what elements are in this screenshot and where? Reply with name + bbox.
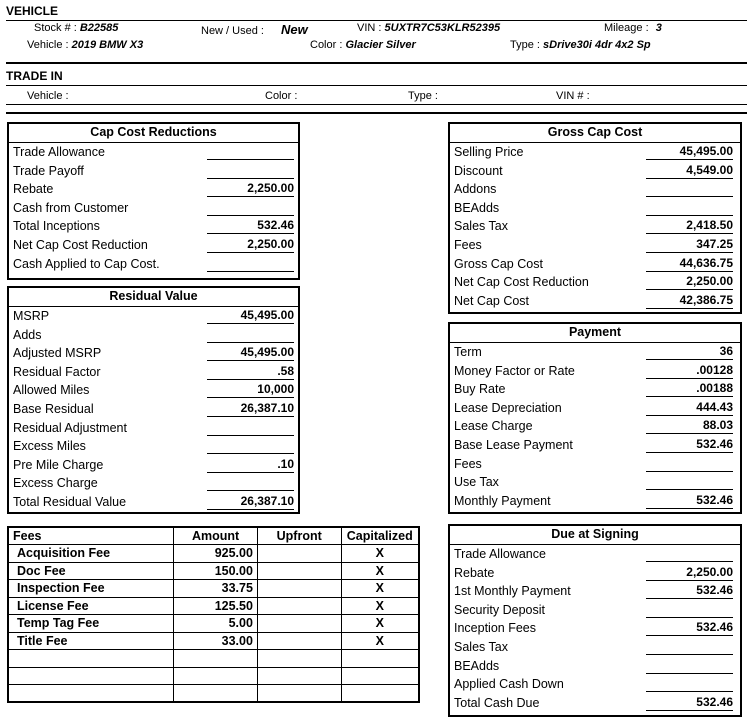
payment-title: Payment bbox=[450, 324, 740, 343]
vehicle-heading: VEHICLE bbox=[6, 4, 59, 18]
gross-cap-cost-title: Gross Cap Cost bbox=[450, 124, 740, 143]
row-value bbox=[646, 602, 733, 618]
table-row bbox=[8, 650, 419, 668]
row-value: .58 bbox=[207, 364, 294, 380]
summary-row bbox=[9, 419, 298, 438]
summary-row bbox=[450, 236, 740, 255]
row-label: Term bbox=[454, 345, 482, 359]
payment-box bbox=[448, 322, 742, 514]
type-label: Type : bbox=[510, 39, 540, 51]
fee-amount-cell: 33.75 bbox=[174, 580, 258, 598]
vehicle-field bbox=[27, 39, 143, 51]
fee-upfront-cell bbox=[257, 615, 341, 633]
summary-row bbox=[450, 255, 740, 274]
row-value bbox=[207, 327, 294, 343]
summary-row bbox=[450, 180, 740, 199]
summary-row bbox=[450, 601, 740, 620]
row-label: Net Cap Cost Reduction bbox=[13, 237, 148, 252]
table-row bbox=[8, 580, 419, 598]
fee-upfront-cell bbox=[257, 580, 341, 598]
row-value bbox=[646, 658, 733, 674]
row-label: Cash from Customer bbox=[13, 200, 129, 215]
row-label: BEAdds bbox=[454, 200, 500, 215]
summary-row bbox=[9, 217, 298, 236]
summary-row bbox=[450, 217, 740, 236]
row-label: Lease Depreciation bbox=[454, 400, 562, 415]
row-value bbox=[207, 144, 294, 160]
row-value: .00188 bbox=[646, 381, 733, 397]
fee-capitalized-cell: X bbox=[341, 580, 419, 598]
new-used-label: New / Used : bbox=[201, 25, 264, 37]
row-value: 2,250.00 bbox=[646, 274, 733, 290]
summary-row bbox=[450, 162, 740, 181]
row-value: 26,387.10 bbox=[207, 494, 294, 510]
row-label: Total Cash Due bbox=[454, 695, 540, 710]
vehicle-label: Vehicle : bbox=[27, 39, 69, 51]
summary-row bbox=[450, 417, 740, 436]
vehicle-heading-rule bbox=[6, 20, 747, 21]
row-value: 532.46 bbox=[646, 437, 733, 453]
fee-name-cell: Temp Tag Fee bbox=[8, 615, 174, 633]
fee-name-cell bbox=[8, 667, 174, 685]
fee-amount-cell: 925.00 bbox=[174, 545, 258, 563]
vehicle-section-divider bbox=[6, 62, 747, 64]
row-value: 2,418.50 bbox=[646, 218, 733, 234]
row-label: Trade Allowance bbox=[454, 547, 546, 561]
trade-vehicle-label: Vehicle : bbox=[27, 90, 69, 102]
row-label: Selling Price bbox=[454, 145, 524, 159]
row-value: 42,386.75 bbox=[646, 293, 733, 309]
summary-row bbox=[450, 564, 740, 583]
fees-table-header bbox=[8, 527, 419, 545]
fee-amount-cell bbox=[174, 650, 258, 668]
new-used-value: New bbox=[281, 22, 308, 37]
fee-capitalized-cell: X bbox=[341, 615, 419, 633]
row-value: .00128 bbox=[646, 363, 733, 379]
summary-row bbox=[450, 675, 740, 694]
row-value bbox=[207, 420, 294, 436]
fee-amount-cell bbox=[174, 667, 258, 685]
summary-row bbox=[450, 436, 740, 455]
row-label: Sales Tax bbox=[454, 639, 508, 654]
fees-table bbox=[7, 526, 420, 703]
table-row bbox=[8, 545, 419, 563]
row-label: Cash Applied to Cap Cost. bbox=[13, 256, 160, 271]
row-label: Base Lease Payment bbox=[454, 437, 573, 452]
row-value: 532.46 bbox=[646, 620, 733, 636]
summary-row bbox=[450, 362, 740, 381]
row-value: 532.46 bbox=[646, 493, 733, 509]
row-value bbox=[646, 546, 733, 562]
row-label: Excess Miles bbox=[13, 439, 86, 454]
residual-value-title: Residual Value bbox=[9, 288, 298, 307]
row-label: MSRP bbox=[13, 309, 50, 323]
row-label: Net Cap Cost Reduction bbox=[454, 275, 589, 290]
row-value: 45,495.00 bbox=[207, 308, 294, 324]
row-label: Buy Rate bbox=[454, 382, 506, 397]
row-label: Residual Adjustment bbox=[13, 420, 127, 435]
table-row bbox=[8, 562, 419, 580]
summary-row bbox=[9, 180, 298, 199]
mileage-value: 3 bbox=[655, 22, 662, 34]
summary-row bbox=[9, 437, 298, 456]
type-field bbox=[510, 39, 651, 51]
cap-cost-reductions-title: Cap Cost Reductions bbox=[9, 124, 298, 143]
summary-row bbox=[9, 307, 298, 326]
row-value bbox=[646, 474, 733, 490]
row-value: 10,000 bbox=[207, 382, 294, 398]
summary-row bbox=[450, 638, 740, 657]
summary-row bbox=[450, 694, 740, 713]
fee-name-cell: Inspection Fee bbox=[8, 580, 174, 598]
fee-name-cell: License Fee bbox=[8, 597, 174, 615]
row-value: 532.46 bbox=[646, 583, 733, 599]
row-value bbox=[207, 256, 294, 272]
color-field bbox=[310, 39, 416, 51]
row-value bbox=[646, 456, 733, 472]
gross-cap-cost-box bbox=[448, 122, 742, 314]
summary-row bbox=[9, 344, 298, 363]
summary-row bbox=[450, 473, 740, 492]
fee-amount-cell: 33.00 bbox=[174, 632, 258, 650]
summary-row bbox=[9, 199, 298, 218]
fee-upfront-cell bbox=[257, 597, 341, 615]
row-label: Applied Cash Down bbox=[454, 677, 564, 692]
due-at-signing-box bbox=[448, 524, 742, 717]
summary-row bbox=[450, 143, 740, 162]
color-value: Glacier Silver bbox=[345, 39, 416, 51]
row-value: 444.43 bbox=[646, 400, 733, 416]
fee-capitalized-cell: X bbox=[341, 545, 419, 563]
capitalized-col-header: Capitalized bbox=[341, 527, 419, 545]
summary-row bbox=[9, 400, 298, 419]
fee-name-cell: Doc Fee bbox=[8, 562, 174, 580]
row-value bbox=[646, 676, 733, 692]
summary-row bbox=[9, 326, 298, 345]
fee-upfront-cell bbox=[257, 562, 341, 580]
fee-capitalized-cell bbox=[341, 650, 419, 668]
table-row bbox=[8, 667, 419, 685]
row-label: Fees bbox=[454, 456, 482, 471]
fee-amount-cell: 150.00 bbox=[174, 562, 258, 580]
trade-vin-label: VIN # : bbox=[556, 90, 590, 102]
fee-upfront-cell bbox=[257, 667, 341, 685]
row-value: .10 bbox=[207, 457, 294, 473]
summary-row bbox=[9, 474, 298, 493]
fee-upfront-cell bbox=[257, 650, 341, 668]
row-value: 88.03 bbox=[646, 418, 733, 434]
row-label: Residual Factor bbox=[13, 364, 101, 379]
fee-capitalized-cell: X bbox=[341, 632, 419, 650]
row-value: 26,387.10 bbox=[207, 401, 294, 417]
row-label: Adjusted MSRP bbox=[13, 346, 102, 361]
fee-name-cell bbox=[8, 685, 174, 703]
color-label: Color : bbox=[310, 39, 343, 51]
row-label: Trade Payoff bbox=[13, 163, 84, 178]
vin-label: VIN : bbox=[357, 22, 382, 34]
due-at-signing-title: Due at Signing bbox=[450, 526, 740, 545]
row-label: Rebate bbox=[13, 182, 54, 197]
row-label: Monthly Payment bbox=[454, 493, 551, 508]
summary-row bbox=[9, 255, 298, 274]
summary-row bbox=[450, 582, 740, 601]
amount-col-header: Amount bbox=[174, 527, 258, 545]
row-label: Security Deposit bbox=[454, 602, 546, 617]
summary-row bbox=[9, 143, 298, 162]
row-value bbox=[207, 200, 294, 216]
row-label: Inception Fees bbox=[454, 621, 536, 636]
mileage-label: Mileage : bbox=[604, 22, 649, 34]
row-value: 44,636.75 bbox=[646, 256, 733, 272]
summary-row bbox=[9, 236, 298, 255]
row-label: Use Tax bbox=[454, 475, 499, 490]
row-label: Money Factor or Rate bbox=[454, 363, 575, 378]
summary-row bbox=[450, 292, 740, 311]
summary-row bbox=[9, 456, 298, 475]
fee-capitalized-cell bbox=[341, 685, 419, 703]
summary-row bbox=[450, 619, 740, 638]
fee-capitalized-cell: X bbox=[341, 562, 419, 580]
row-label: Pre Mile Charge bbox=[13, 457, 104, 472]
table-row bbox=[8, 685, 419, 703]
stock-field bbox=[34, 22, 118, 34]
row-value: 347.25 bbox=[646, 237, 733, 253]
table-row bbox=[8, 615, 419, 633]
row-label: Total Inceptions bbox=[13, 219, 100, 234]
mileage-field bbox=[604, 22, 662, 34]
fee-capitalized-cell bbox=[341, 667, 419, 685]
trade-in-rule bbox=[6, 104, 747, 105]
fee-amount-cell: 5.00 bbox=[174, 615, 258, 633]
trade-in-heading-rule bbox=[6, 85, 747, 86]
trade-color-label: Color : bbox=[265, 90, 298, 102]
fee-upfront-cell bbox=[257, 632, 341, 650]
residual-value-box bbox=[7, 286, 300, 514]
row-label: Total Residual Value bbox=[13, 494, 127, 509]
new-used-field bbox=[201, 22, 308, 37]
fee-name-cell: Title Fee bbox=[8, 632, 174, 650]
row-label: Excess Charge bbox=[13, 476, 98, 491]
row-value: 532.46 bbox=[646, 695, 733, 711]
fee-name-cell bbox=[8, 650, 174, 668]
fee-amount-cell bbox=[174, 685, 258, 703]
fee-capitalized-cell: X bbox=[341, 597, 419, 615]
summary-row bbox=[450, 545, 740, 564]
row-label: Gross Cap Cost bbox=[454, 256, 543, 271]
row-value: 45,495.00 bbox=[646, 144, 733, 160]
row-value: 2,250.00 bbox=[207, 181, 294, 197]
summary-row bbox=[9, 381, 298, 400]
row-value bbox=[207, 475, 294, 491]
summary-row bbox=[450, 273, 740, 292]
row-value bbox=[207, 438, 294, 454]
row-value: 36 bbox=[646, 344, 733, 360]
summary-row bbox=[450, 380, 740, 399]
row-label: Adds bbox=[13, 327, 42, 342]
table-row bbox=[8, 632, 419, 650]
summary-row bbox=[450, 492, 740, 511]
fee-upfront-cell bbox=[257, 545, 341, 563]
trade-type-label: Type : bbox=[408, 90, 438, 102]
row-label: Rebate bbox=[454, 565, 495, 580]
row-value bbox=[646, 639, 733, 655]
fee-upfront-cell bbox=[257, 685, 341, 703]
summary-row bbox=[450, 657, 740, 676]
trade-in-section-divider bbox=[6, 112, 747, 114]
fees-col-header: Fees bbox=[8, 527, 174, 545]
fee-amount-cell: 125.50 bbox=[174, 597, 258, 615]
summary-row bbox=[450, 343, 740, 362]
row-value bbox=[646, 181, 733, 197]
summary-row bbox=[450, 399, 740, 418]
row-label: Base Residual bbox=[13, 401, 94, 416]
row-label: 1st Monthly Payment bbox=[454, 584, 571, 599]
summary-row bbox=[9, 493, 298, 512]
stock-value: B22585 bbox=[79, 22, 119, 34]
row-value bbox=[646, 200, 733, 216]
row-value: 4,549.00 bbox=[646, 163, 733, 179]
row-label: Discount bbox=[454, 163, 503, 178]
row-label: BEAdds bbox=[454, 658, 500, 673]
vin-value: 5UXTR7C53KLR52395 bbox=[384, 22, 501, 34]
type-value: sDrive30i 4dr 4x2 Sp bbox=[543, 39, 651, 51]
row-value: 532.46 bbox=[207, 218, 294, 234]
row-label: Lease Charge bbox=[454, 419, 533, 434]
row-label: Fees bbox=[454, 237, 482, 252]
row-value bbox=[207, 163, 294, 179]
row-value: 45,495.00 bbox=[207, 345, 294, 361]
table-row bbox=[8, 597, 419, 615]
summary-row bbox=[450, 455, 740, 474]
vehicle-value: 2019 BMW X3 bbox=[71, 39, 144, 51]
summary-row bbox=[9, 363, 298, 382]
row-value: 2,250.00 bbox=[207, 237, 294, 253]
row-value: 2,250.00 bbox=[646, 565, 733, 581]
summary-row bbox=[450, 199, 740, 218]
upfront-col-header: Upfront bbox=[257, 527, 341, 545]
row-label: Trade Allowance bbox=[13, 145, 105, 159]
row-label: Net Cap Cost bbox=[454, 293, 530, 308]
row-label: Allowed Miles bbox=[13, 383, 90, 398]
row-label: Addons bbox=[454, 182, 497, 197]
fee-name-cell: Acquisition Fee bbox=[8, 545, 174, 563]
row-label: Sales Tax bbox=[454, 219, 508, 234]
vin-field bbox=[357, 22, 500, 34]
cap-cost-reductions-box bbox=[7, 122, 300, 280]
trade-in-heading: TRADE IN bbox=[6, 69, 63, 83]
stock-label: Stock # : bbox=[34, 22, 77, 34]
summary-row bbox=[9, 162, 298, 181]
